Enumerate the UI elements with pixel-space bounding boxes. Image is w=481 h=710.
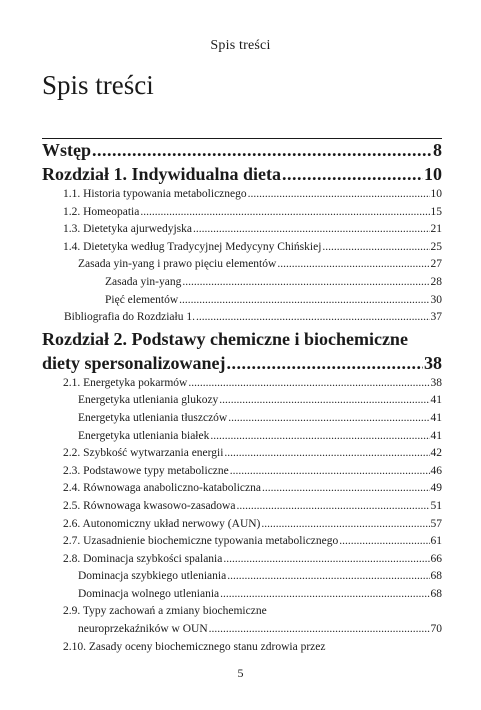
toc-leader-dots <box>92 138 432 162</box>
toc-leader-dots <box>182 274 429 292</box>
toc-entry-page: 68 <box>430 570 442 583</box>
toc-entry[interactable] <box>42 274 442 292</box>
toc-entry-title: Wstęp <box>42 140 91 160</box>
toc-entry-title: Rozdział 1. Indywidualna dieta <box>42 164 282 184</box>
toc-entry-title: Energetyka utleniania glukozy <box>78 394 219 407</box>
toc-entry-title: 2.1. Energetyka pokarmów <box>63 376 188 389</box>
toc-entry[interactable] <box>42 221 442 239</box>
toc-entry-page: 51 <box>430 499 442 512</box>
toc-entry[interactable] <box>42 138 442 162</box>
toc-entry[interactable] <box>42 428 442 446</box>
toc-entry-title: 2.9. Typy zachowań a zmiany biochemiczne <box>63 605 267 618</box>
toc-entry-title: 2.10. Zasady oceny biochemicznego stanu zdrowia przez <box>63 640 326 653</box>
toc-entry-title: Dominacja wolnego utleniania <box>78 587 220 600</box>
toc-leader-dots <box>277 256 429 274</box>
toc-leader-dots <box>339 533 429 551</box>
toc-entry-page: 41 <box>430 429 442 442</box>
table-of-contents <box>42 138 442 656</box>
toc-entry-title: 2.3. Podstawowe typy metaboliczne <box>63 464 229 477</box>
toc-entry[interactable] <box>42 292 442 310</box>
toc-entry[interactable] <box>42 516 442 534</box>
running-head: Spis treści <box>210 38 271 53</box>
toc-entry[interactable] <box>42 568 442 586</box>
toc-leader-dots <box>209 621 430 639</box>
toc-entry-title: 2.4. Równowaga anaboliczno-kataboliczna <box>63 482 261 495</box>
toc-entry-page: 41 <box>430 411 442 424</box>
toc-entry-title: diety spersonalizowanej <box>42 352 226 373</box>
toc-entry-page: 46 <box>430 464 442 477</box>
toc-entry-page: 70 <box>430 623 442 636</box>
toc-entry[interactable] <box>42 445 442 463</box>
toc-entry[interactable] <box>42 586 442 604</box>
toc-leader-dots <box>248 186 430 204</box>
toc-entry-page: 10 <box>424 164 442 184</box>
toc-leader-dots <box>227 351 424 375</box>
page-title: Spis treści <box>42 70 154 100</box>
toc-entry[interactable] <box>42 639 442 657</box>
toc-entry[interactable] <box>42 603 442 621</box>
toc-leader-dots <box>188 375 429 393</box>
toc-entry[interactable] <box>42 375 442 393</box>
toc-entry-title: 2.5. Równowaga kwasowo-zasadowa <box>63 499 236 512</box>
toc-entry[interactable] <box>42 410 442 428</box>
toc-leader-dots <box>219 392 429 410</box>
toc-entry-title: Dominacja szybkiego utleniania <box>78 570 227 583</box>
toc-entry-title: 1.2. Homeopatia <box>63 205 140 218</box>
toc-entry-title: Energetyka utleniania tłuszczów <box>78 411 228 424</box>
toc-entry-title: 1.1. Historia typowania metabolicznego <box>63 188 247 200</box>
toc-leader-dots <box>228 410 429 428</box>
toc-leader-dots <box>261 516 429 534</box>
toc-entry-title: Energetyka utleniania białek <box>78 429 210 442</box>
toc-entry-page: 8 <box>433 140 442 160</box>
toc-leader-dots <box>224 445 429 463</box>
toc-entry-title: 2.8. Dominacja szybkości spalania <box>63 552 223 565</box>
toc-entry-page: 38 <box>430 376 442 389</box>
toc-entry-title: 1.4. Dietetyka według Tradycyjnej Medycyny Chińskiej <box>63 240 322 253</box>
toc-entry-page: 38 <box>424 352 442 373</box>
toc-leader-dots <box>179 292 429 310</box>
toc-leader-dots <box>196 309 430 327</box>
toc-entry-title: 2.6. Autonomiczny układ nerwowy (AUN) <box>63 517 261 530</box>
toc-leader-dots <box>223 551 429 569</box>
toc-entry-page: 49 <box>430 482 442 495</box>
toc-entry[interactable] <box>42 621 442 639</box>
page-number: 5 <box>237 666 244 680</box>
toc-entry[interactable] <box>42 204 442 222</box>
toc-entry[interactable] <box>42 480 442 498</box>
toc-leader-dots <box>282 162 423 186</box>
toc-leader-dots <box>322 239 429 257</box>
toc-entry[interactable] <box>42 162 442 186</box>
toc-leader-dots <box>140 204 429 222</box>
toc-entry-title: Zasada yin-yang <box>105 275 182 288</box>
toc-leader-dots <box>262 480 430 498</box>
toc-entry-title: Zasada yin-yang i prawo pięciu elementów <box>78 258 277 271</box>
toc-entry-title: neuroprzekaźników w OUN <box>78 623 208 636</box>
toc-entry-title: Pięć elementów <box>105 293 179 306</box>
toc-entry[interactable] <box>42 327 442 351</box>
toc-entry-title: Bibliografia do Rozdziału 1. <box>64 311 195 324</box>
toc-entry-page: 21 <box>430 223 442 236</box>
toc-entry-page: 42 <box>430 447 442 460</box>
toc-leader-dots <box>220 586 429 604</box>
toc-entry-page: 10 <box>430 188 442 200</box>
toc-entry[interactable] <box>42 533 442 551</box>
toc-entry-page: 37 <box>430 311 442 324</box>
toc-entry-page: 68 <box>430 587 442 600</box>
toc-entry[interactable] <box>42 392 442 410</box>
toc-entry[interactable] <box>42 351 442 375</box>
toc-entry[interactable] <box>42 463 442 481</box>
toc-entry[interactable] <box>42 551 442 569</box>
toc-entry-page: 30 <box>430 293 442 306</box>
toc-leader-dots <box>236 498 429 516</box>
toc-entry-page: 28 <box>430 275 442 288</box>
toc-leader-dots <box>227 568 429 586</box>
toc-entry-title: 2.2. Szybkość wytwarzania energii <box>63 447 224 460</box>
toc-entry[interactable] <box>42 239 442 257</box>
toc-entry-title: 2.7. Uzasadnienie biochemiczne typowania metabolicznego <box>63 535 339 548</box>
toc-entry-page: 66 <box>430 552 442 565</box>
toc-leader-dots <box>193 221 429 239</box>
toc-entry-page: 27 <box>430 258 442 271</box>
toc-entry-title: Rozdział 2. Podstawy chemiczne i biochemiczne <box>42 328 408 349</box>
toc-entry[interactable] <box>42 256 442 274</box>
toc-entry-page: 15 <box>430 205 442 218</box>
toc-entry-page: 61 <box>430 535 442 548</box>
toc-entry[interactable] <box>42 309 442 327</box>
toc-leader-dots <box>210 428 429 446</box>
toc-entry-title: 1.3. Dietetyka ajurwedyjska <box>63 223 193 236</box>
toc-leader-dots <box>230 463 430 481</box>
toc-entry[interactable] <box>42 498 442 516</box>
toc-entry-page: 57 <box>430 517 442 530</box>
toc-entry[interactable] <box>42 186 442 204</box>
toc-entry-page: 25 <box>430 240 442 253</box>
toc-entry-page: 41 <box>430 394 442 407</box>
